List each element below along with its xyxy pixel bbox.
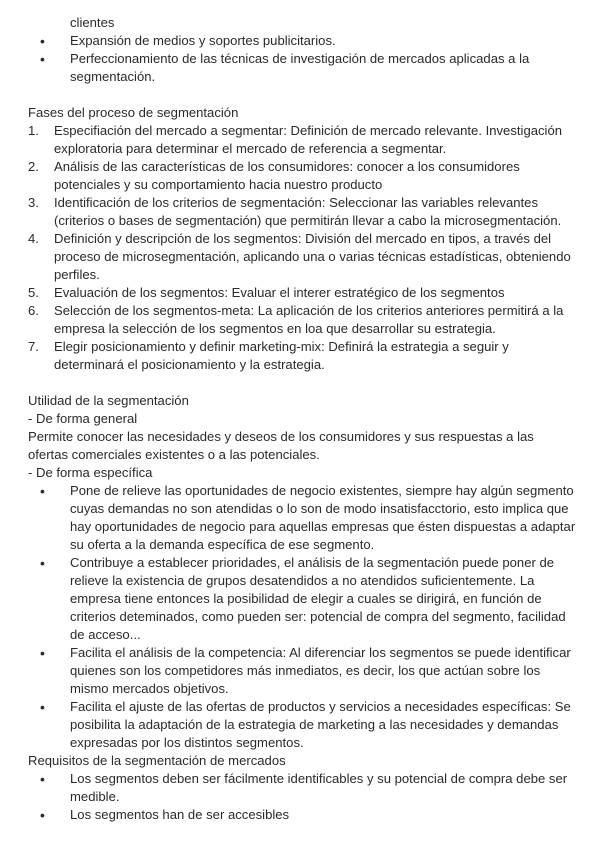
phase-text: Elegir posicionamiento y definir marketing-mix: Definirá la estrategia a seguir y determinará el posicionamiento y la estrategia. (54, 339, 509, 372)
list-item: • Facilita el ajuste de las ofertas de productos y servicios a necesidades específicas: Se posibilita la adaptación de la estrategia de marketing a las necesidades y demandas expresadas por los distintos segmentos. (28, 698, 576, 752)
general-text: Permite conocer las necesidades y deseos de los consumidores y sus respuestas a las ofertas comerciales existentes o a las potenciales. (28, 429, 534, 462)
phase-number: 2. (28, 159, 39, 174)
phase-text: Selección de los segmentos-meta: La aplicación de los criterios anteriores permitirá a la empresa la selección de los segmentos en loa que desarrollar su estrategia. (54, 303, 564, 336)
list-item: • Contribuye a establecer prioridades, el análisis de la segmentación puede poner de relieve la existencia de grupos desatendidos a no atendidos suficientemente. La empresa tiene entonces la posibilidad de elegir a cuales se dirigirá, en función de criterios deteminados, como pueden ser: potencial de compra del segmento, facilidad de acceso... (28, 554, 576, 644)
phase-item (28, 194, 576, 230)
phases-heading: Fases del proceso de segmentación (28, 105, 239, 120)
list-item: • Perfeccionamiento de las técnicas de investigación de mercados aplicadas a la segmentación. (28, 50, 576, 86)
phase-text: Análisis de las características de los consumidores: conocer a los consumidores potenciales y su comportamiento hacia nuestro producto (54, 159, 520, 192)
phase-item (28, 158, 576, 194)
general-label: - De forma general (28, 411, 138, 426)
specific-label: - De forma específica (28, 465, 153, 480)
phase-item (28, 122, 576, 158)
phase-number: 4. (28, 231, 39, 246)
phase-text: Identificación de los criterios de segmentación: Seleccionar las variables relevantes (criterios o bases de segmentación) que permitirán llevar a cabo la microsegmentación. (54, 195, 562, 228)
phase-item (28, 230, 576, 284)
specific-bullet-list (28, 482, 576, 752)
utility-heading: Utilidad de la segmentación (28, 393, 189, 408)
list-item: • Los segmentos deben ser fácilmente identificables y su potencial de compra debe ser medible. (28, 770, 576, 806)
spacer (28, 374, 576, 392)
phase-number: 1. (28, 123, 39, 138)
list-item: • Expansión de medios y soportes publicitarios. (28, 32, 576, 50)
phase-text: Especifiación del mercado a segmentar: Definición de mercado relevante. Investigación exploratoria para determinar el mercado de referencia a segmentar. (54, 123, 563, 156)
phase-item (28, 284, 576, 302)
phase-number: 5. (28, 285, 39, 300)
requirements-heading: Requisitos de la segmentación de mercados (28, 753, 286, 768)
intro-bullet-list (28, 14, 576, 86)
phases-list (28, 122, 576, 374)
list-item: • Facilita el análisis de la competencia: Al diferenciar los segmentos se puede identificar quienes son los competidores más inmediatos, es decir, los que actúan sobre los mismo mercados objetivos. (28, 644, 576, 698)
phase-item (28, 338, 576, 374)
list-item: • Los segmentos han de ser accesibles (28, 806, 576, 824)
spacer (28, 86, 576, 104)
phase-text: Definición y descripción de los segmentos: División del mercado en tipos, a través del proceso de microsegmentación, aplicando una o varias técnicas estadísticas, obteniendo perfiles. (54, 231, 571, 282)
requirements-bullet-list (28, 770, 576, 824)
list-item: • Pone de relieve las oportunidades de negocio existentes, siempre hay algún segmento cuyas demandas no son atendidas o lo son de modo insatisfacctorio, esto implica que hay oportunidades de negocio para aquellas empresas que ésten dispuestas a adaptar su oferta a la demanda específica de ese segmento. (28, 482, 576, 554)
phase-number: 3. (28, 195, 39, 210)
phase-number: 6. (28, 303, 39, 318)
list-item: clientes (70, 15, 115, 30)
phase-number: 7. (28, 339, 39, 354)
phase-item (28, 302, 576, 338)
phase-text: Evaluación de los segmentos: Evaluar el interer estratégico de los segmentos (54, 285, 505, 300)
